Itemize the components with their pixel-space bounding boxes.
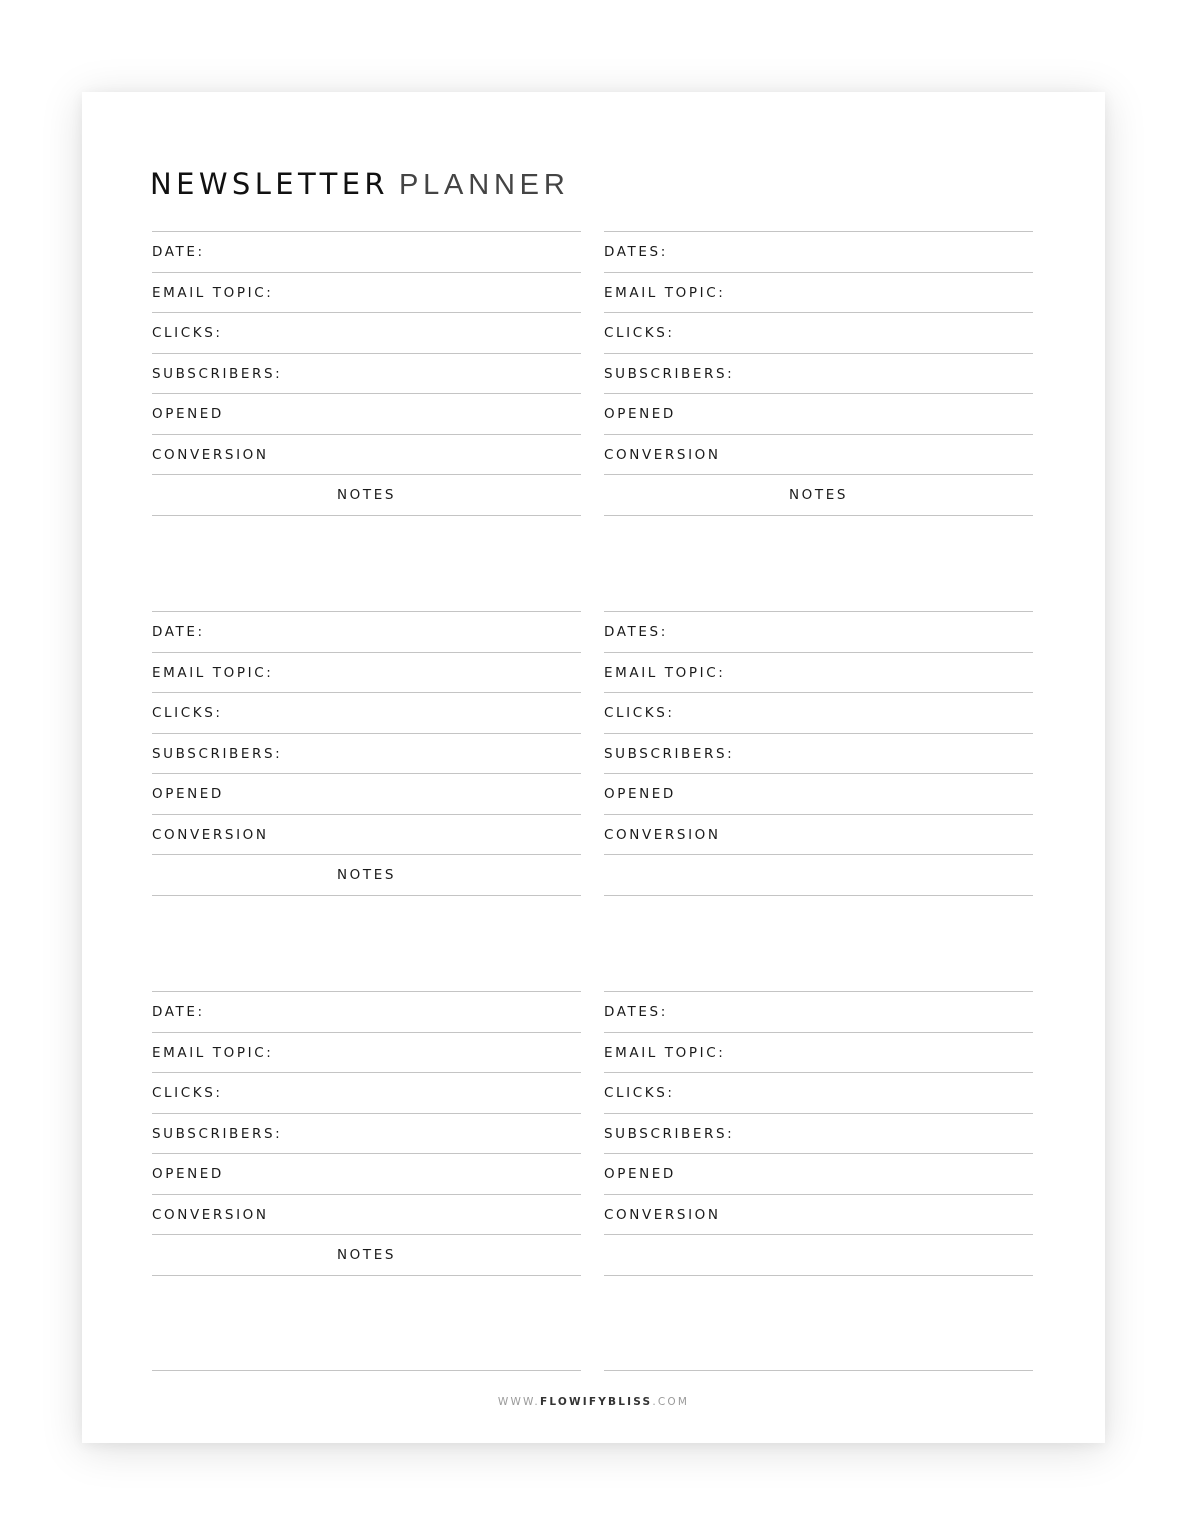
page-title-light: PLANNER [398,169,570,201]
field-label: CLICKS: [604,325,675,341]
writing-line[interactable] [152,773,581,774]
field-label: SUBSCRIBERS: [604,745,735,762]
writing-line[interactable] [152,1072,581,1073]
writing-line[interactable] [604,1234,1033,1235]
notes-heading: NOTES [336,487,397,503]
field-label: SUBSCRIBERS: [604,365,735,382]
writing-line[interactable] [152,854,581,855]
field-label: SUBSCRIBERS: [152,745,283,762]
writing-line[interactable] [152,692,581,693]
writing-line[interactable] [152,1194,581,1195]
writing-line[interactable] [604,1194,1033,1195]
writing-line[interactable] [604,1113,1033,1114]
field-label: EMAIL TOPIC: [152,664,274,681]
writing-line[interactable] [152,474,581,475]
field-label: CONVERSION [152,826,269,843]
field-label: DATE: [152,244,205,260]
writing-line[interactable] [604,272,1033,273]
field-label: EMAIL TOPIC: [152,284,274,301]
writing-line[interactable] [604,474,1033,475]
field-label: SUBSCRIBERS: [152,1125,283,1142]
writing-line[interactable] [152,393,581,394]
field-label: CLICKS: [152,705,223,721]
field-label: EMAIL TOPIC: [152,1044,274,1061]
writing-line[interactable] [604,692,1033,693]
field-label: OPENED [604,786,676,802]
field-label: DATE: [152,624,205,640]
field-label: OPENED [152,1166,224,1182]
writing-line[interactable] [152,733,581,734]
field-label: CONVERSION [604,446,721,463]
footer-brand: FLOWIFYBLISS [539,1396,653,1408]
field-label: CONVERSION [152,446,269,463]
writing-line[interactable] [152,991,581,992]
field-label: SUBSCRIBERS: [604,1125,735,1142]
writing-line[interactable] [604,895,1033,896]
writing-line[interactable] [152,652,581,653]
writing-line[interactable] [604,231,1033,232]
field-label: OPENED [152,786,224,802]
writing-line[interactable] [604,733,1033,734]
field-label: CLICKS: [152,1085,223,1101]
notes-heading: NOTES [336,1247,397,1263]
page-title [150,166,570,203]
writing-line[interactable] [604,854,1033,855]
writing-line[interactable] [604,1153,1033,1154]
writing-line[interactable] [152,1113,581,1114]
writing-line[interactable] [152,1275,581,1276]
field-label: CLICKS: [152,325,223,341]
field-label: CLICKS: [604,1085,675,1101]
writing-line[interactable] [152,515,581,516]
notes-heading: NOTES [788,487,849,503]
writing-line[interactable] [604,773,1033,774]
field-label: CONVERSION [604,1206,721,1223]
writing-line[interactable] [152,1032,581,1033]
writing-line[interactable] [152,312,581,313]
writing-line[interactable] [604,434,1033,435]
writing-line[interactable] [152,1234,581,1235]
footer-prefix: WWW. [497,1396,540,1408]
writing-line[interactable] [604,991,1033,992]
writing-line[interactable] [152,611,581,612]
field-label: DATES: [604,244,668,260]
field-label: SUBSCRIBERS: [152,365,283,382]
field-label: CLICKS: [604,705,675,721]
writing-line[interactable] [152,353,581,354]
field-label: EMAIL TOPIC: [604,284,726,301]
writing-line[interactable] [604,1275,1033,1276]
field-label: OPENED [604,1166,676,1182]
field-label: EMAIL TOPIC: [604,1044,726,1061]
writing-line[interactable] [152,434,581,435]
writing-line[interactable] [152,895,581,896]
writing-line[interactable] [604,353,1033,354]
field-label: CONVERSION [604,826,721,843]
writing-line[interactable] [152,231,581,232]
notes-writing-line[interactable] [604,1370,1033,1371]
notes-heading: NOTES [336,867,397,883]
writing-line[interactable] [604,393,1033,394]
writing-line[interactable] [604,611,1033,612]
writing-line[interactable] [152,272,581,273]
field-label: OPENED [152,406,224,422]
writing-line[interactable] [604,814,1033,815]
writing-line[interactable] [152,814,581,815]
notes-writing-line[interactable] [152,1370,581,1371]
page-title-bold: NEWSLETTER [150,167,389,201]
writing-line[interactable] [604,1032,1033,1033]
writing-line[interactable] [604,1072,1033,1073]
writing-line[interactable] [604,515,1033,516]
field-label: DATE: [152,1004,205,1020]
field-label: CONVERSION [152,1206,269,1223]
writing-line[interactable] [152,1153,581,1154]
footer-suffix: .COM [652,1396,690,1408]
footer-url[interactable] [0,1396,1187,1408]
field-label: DATES: [604,624,668,640]
writing-line[interactable] [604,652,1033,653]
field-label: DATES: [604,1004,668,1020]
field-label: OPENED [604,406,676,422]
writing-line[interactable] [604,312,1033,313]
field-label: EMAIL TOPIC: [604,664,726,681]
